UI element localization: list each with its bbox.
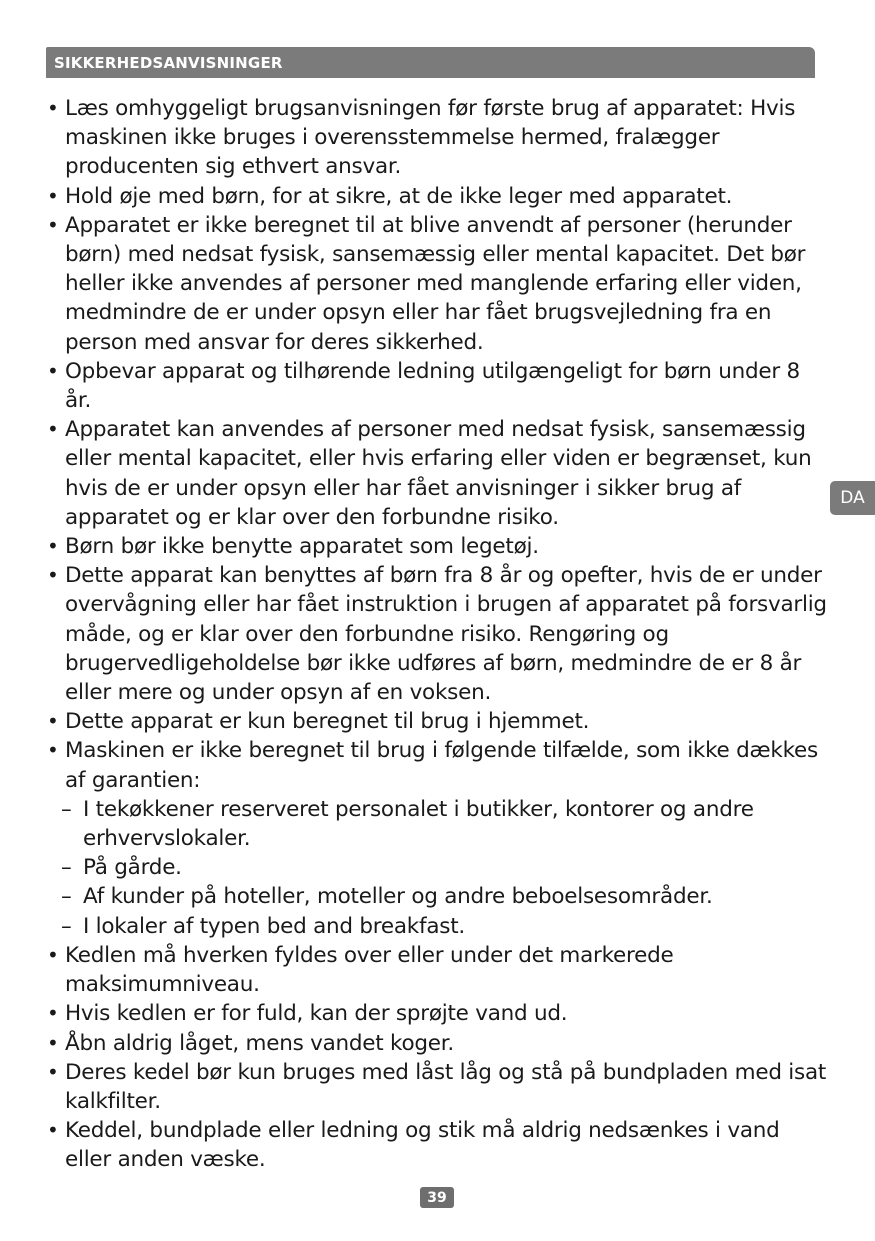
dash-icon: – <box>61 884 72 910</box>
dash-icon: – <box>61 855 72 881</box>
list-item <box>47 1116 827 1174</box>
section-title: SIKKERHEDSANVISNINGER <box>54 53 283 72</box>
language-label: DA <box>840 488 865 508</box>
bullet-icon: • <box>47 183 59 208</box>
dash-icon: – <box>61 913 72 939</box>
bullet-icon: • <box>47 738 59 763</box>
list-item-text: Læs omhyggeligt brugsanvisningen før første brug af apparatet: Hvis maskinen ikke bruges i overensstemmelse hermed, fralægger producenten sig ethvert ansvar. <box>65 96 796 180</box>
list-item <box>47 357 827 415</box>
bullet-icon: • <box>47 1001 59 1026</box>
dash-icon: – <box>61 796 72 822</box>
list-item <box>47 561 827 707</box>
list-item-text: Åbn aldrig låget, mens vandet koger. <box>65 1030 454 1056</box>
sub-list-item <box>47 853 827 882</box>
bullet-icon: • <box>47 942 59 967</box>
list-item-text: Hold øje med børn, for at sikre, at de ikke leger med apparatet. <box>65 183 733 209</box>
list-item <box>47 415 827 532</box>
list-item-text: Dette apparat er kun beregnet til brug i hjemmet. <box>65 709 590 735</box>
bullet-icon: • <box>47 709 59 734</box>
list-item-text: Hvis kedlen er for fuld, kan der sprøjte vand ud. <box>65 1001 568 1027</box>
bullet-icon: • <box>47 358 59 383</box>
list-item <box>47 999 827 1028</box>
list-item-text: Dette apparat kan benyttes af børn fra 8 år og opefter, hvis de er under overvågning eller har fået instruktion i brugen af apparatet på forsvarlig måde, og er klar over den forbundne risiko. Rengøring og brugervedligeholdelse bør ikke udføres af børn, medmindre de er 8 år eller mere og under opsyn af en voksen. <box>65 563 827 706</box>
list-item <box>47 941 827 999</box>
page-number: 39 <box>427 1189 447 1206</box>
list-item-text: Børn bør ikke benytte apparatet som legetøj. <box>65 534 539 560</box>
safety-instructions-list <box>47 94 827 1175</box>
bullet-icon: • <box>47 1059 59 1084</box>
list-item-text: Keddel, bundplade eller ledning og stik må aldrig nedsænkes i vand eller anden væske. <box>65 1118 780 1173</box>
bullet-icon: • <box>47 96 59 120</box>
list-item <box>47 532 827 561</box>
sub-list-item-text: I tekøkkener reserveret personalet i butikker, kontorer og andre erhvervslokaler. <box>83 796 754 852</box>
list-item-text: Kedlen må hverken fyldes over eller under det markerede maksimumniveau. <box>65 942 674 998</box>
bullet-icon: • <box>47 534 59 559</box>
list-item <box>47 182 827 211</box>
bullet-icon: • <box>47 1030 59 1055</box>
section-header <box>46 47 815 78</box>
sub-list-item-text: På gårde. <box>83 855 182 881</box>
sub-list-item <box>47 882 827 911</box>
list-item-text: Maskinen er ikke beregnet til brug i følgende tilfælde, som ikke dækkes af garantien: <box>65 738 818 793</box>
list-item <box>47 94 827 182</box>
list-item-text: Apparatet kan anvendes af personer med nedsat fysisk, sansemæssig eller mental kapacitet, eller hvis erfaring eller viden er begrænset, kun hvis de er under opsyn eller har fået anvisninger i sikker brug af apparatet og er klar over den forbundne risiko. <box>65 417 812 530</box>
sub-list-item-text: I lokaler af typen bed and breakfast. <box>83 913 465 939</box>
bullet-icon: • <box>47 417 59 442</box>
sub-list-item-text: Af kunder på hoteller, moteller og andre beboelsesområder. <box>83 884 713 910</box>
list-item-text: Apparatet er ikke beregnet til at blive anvendt af personer (herunder børn) med nedsat fysisk, sansemæssig eller mental kapacitet. Det bør heller ikke anvendes af personer med manglende erfaring eller viden, medmindre de er under opsyn eller har fået brugsvejledning fra en person med ansvar for deres sikkerhed. <box>65 212 806 355</box>
bullet-icon: • <box>47 1118 59 1143</box>
list-item <box>47 1029 827 1058</box>
list-item <box>47 707 827 736</box>
list-item-text: Opbevar apparat og tilhørende ledning utilgængeligt for børn under 8 år. <box>65 358 800 414</box>
list-item <box>47 211 827 357</box>
bullet-icon: • <box>47 563 59 588</box>
sub-list-item <box>47 912 827 941</box>
page-number-badge <box>420 1187 454 1208</box>
language-tab <box>830 481 875 515</box>
sub-list-item <box>47 795 827 853</box>
list-item-text: Deres kedel bør kun bruges med låst låg og stå på bundpladen med isat kalkfilter. <box>65 1059 827 1114</box>
list-item <box>47 736 827 794</box>
bullet-icon: • <box>47 212 59 237</box>
list-item <box>47 1058 827 1116</box>
